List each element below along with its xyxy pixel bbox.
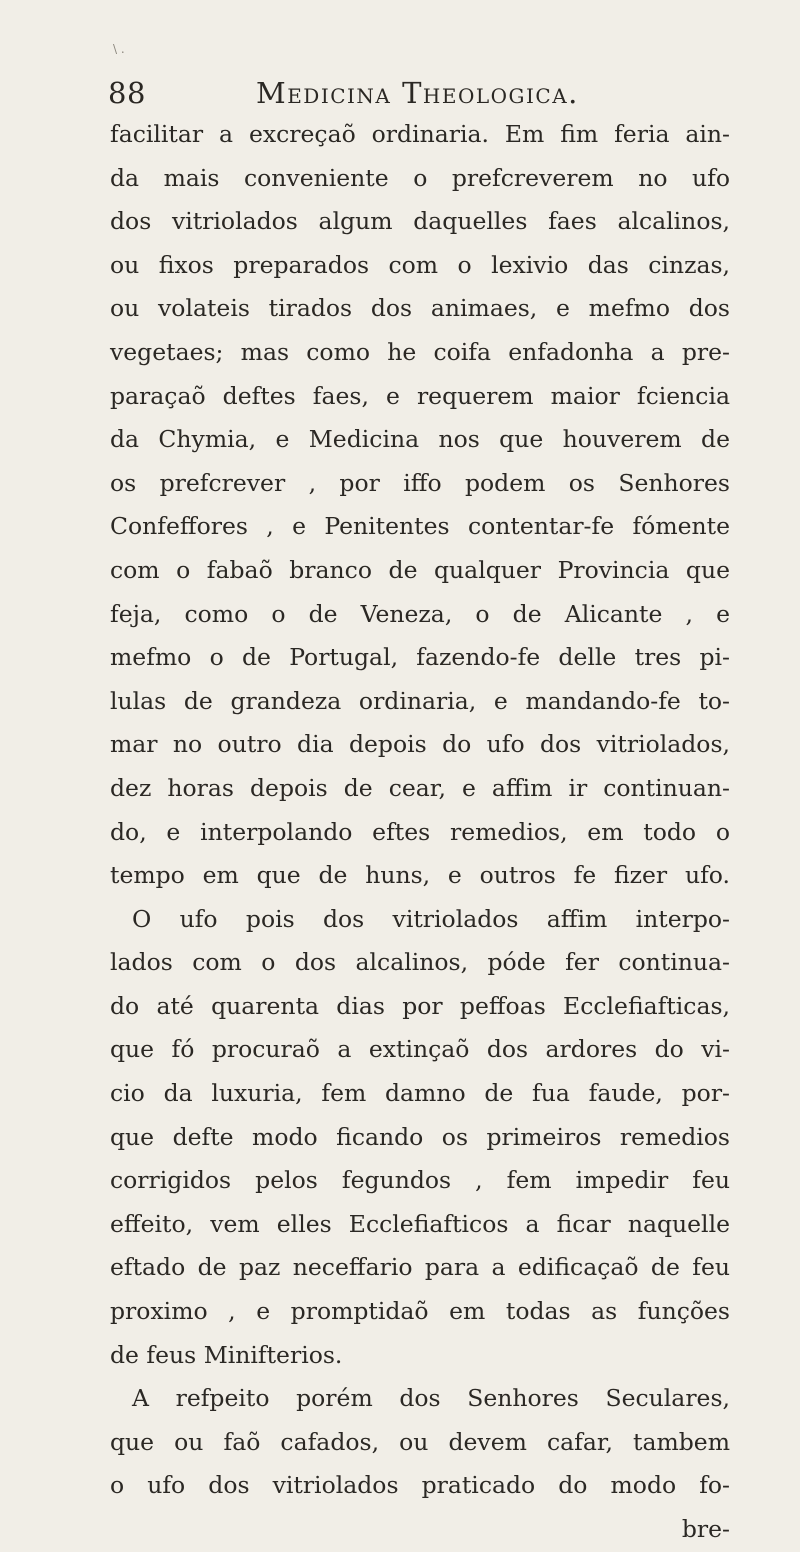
text-line: dez horas depois de cear, e affim ir continuan- [110, 773, 730, 802]
text-line: dos vitriolados algum daquelles faes alcalinos, [110, 207, 730, 236]
text-line: corrigidos pelos fegundos , fem impedir feu [110, 1166, 730, 1195]
page-header [108, 76, 758, 116]
text-line: feja, como o de Veneza, o de Alicante , e [110, 599, 730, 628]
text-line: paraçaõ deftes faes, e requerem maior fciencia [110, 381, 730, 410]
text-line: proximo , e promptidaõ em todas as funções [110, 1297, 730, 1326]
paragraph-start-line: A refpeito porém dos Senhores Seculares, [132, 1384, 730, 1413]
body-text [110, 113, 730, 1552]
text-line: facilitar a excreçaõ ordinaria. Em fim feria ain- [110, 120, 730, 148]
margin-mark: \ . [113, 42, 125, 56]
text-line: vegetaes; mas como he coifa enfadonha a pre- [110, 337, 730, 366]
text-line: que defte modo ficando os primeiros remedios [110, 1122, 730, 1151]
text-line: que ou faõ cafados, ou devem cafar, tambem [110, 1427, 730, 1456]
text-line: ou fixos preparados com o lexivio das cinzas, [110, 250, 730, 279]
text-line: eftado de paz neceffario para a edificaçaõ de feu [110, 1253, 730, 1282]
text-line: os prefcrever , por iffo podem os Senhores [110, 468, 730, 497]
text-line: ou volateis tirados dos animaes, e mefmo dos [110, 294, 730, 323]
text-line: da mais conveniente o prefcreverem no ufo [110, 163, 730, 192]
text-line: Confeffores , e Penitentes contentar-fe fómente [110, 512, 730, 541]
text-line: cio da luxuria, fem damno de fua faude, por- [110, 1079, 730, 1108]
text-line: com o fabaõ branco de qualquer Provincia que [110, 555, 730, 584]
text-line: effeito, vem elles Ecclefiafticos a ficar naquelle [110, 1209, 730, 1238]
paragraph-start-line: O ufo pois dos vitriolados affim interpo- [132, 904, 730, 933]
text-line: da Chymia, e Medicina nos que houverem de [110, 425, 730, 454]
text-line: lados com o dos alcalinos, póde fer continua- [110, 948, 730, 977]
catchword: bre- [681, 1515, 730, 1543]
text-line: mar no outro dia depois do ufo dos vitriolados, [110, 730, 730, 759]
text-line: do, e interpolando eftes remedios, em todo o [110, 817, 730, 846]
page-number: 88 [108, 76, 146, 110]
text-line: mefmo o de Portugal, fazendo-fe delle tres pi- [110, 643, 730, 672]
text-line: tempo em que de huns, e outros fe fizer ufo. [110, 861, 730, 890]
text-line: o ufo dos vitriolados praticado do modo fo- [110, 1471, 730, 1500]
text-line: que fó procuraõ a extinçaõ dos ardores do vi- [110, 1035, 730, 1064]
text-line: do até quarenta dias por peffoas Ecclefiafticas, [110, 991, 730, 1020]
paragraph-end-line: de feus Minifterios. [110, 1340, 343, 1369]
running-title: Medicina Theologica. [256, 76, 579, 110]
text-line: lulas de grandeza ordinaria, e mandando-fe to- [110, 686, 730, 715]
